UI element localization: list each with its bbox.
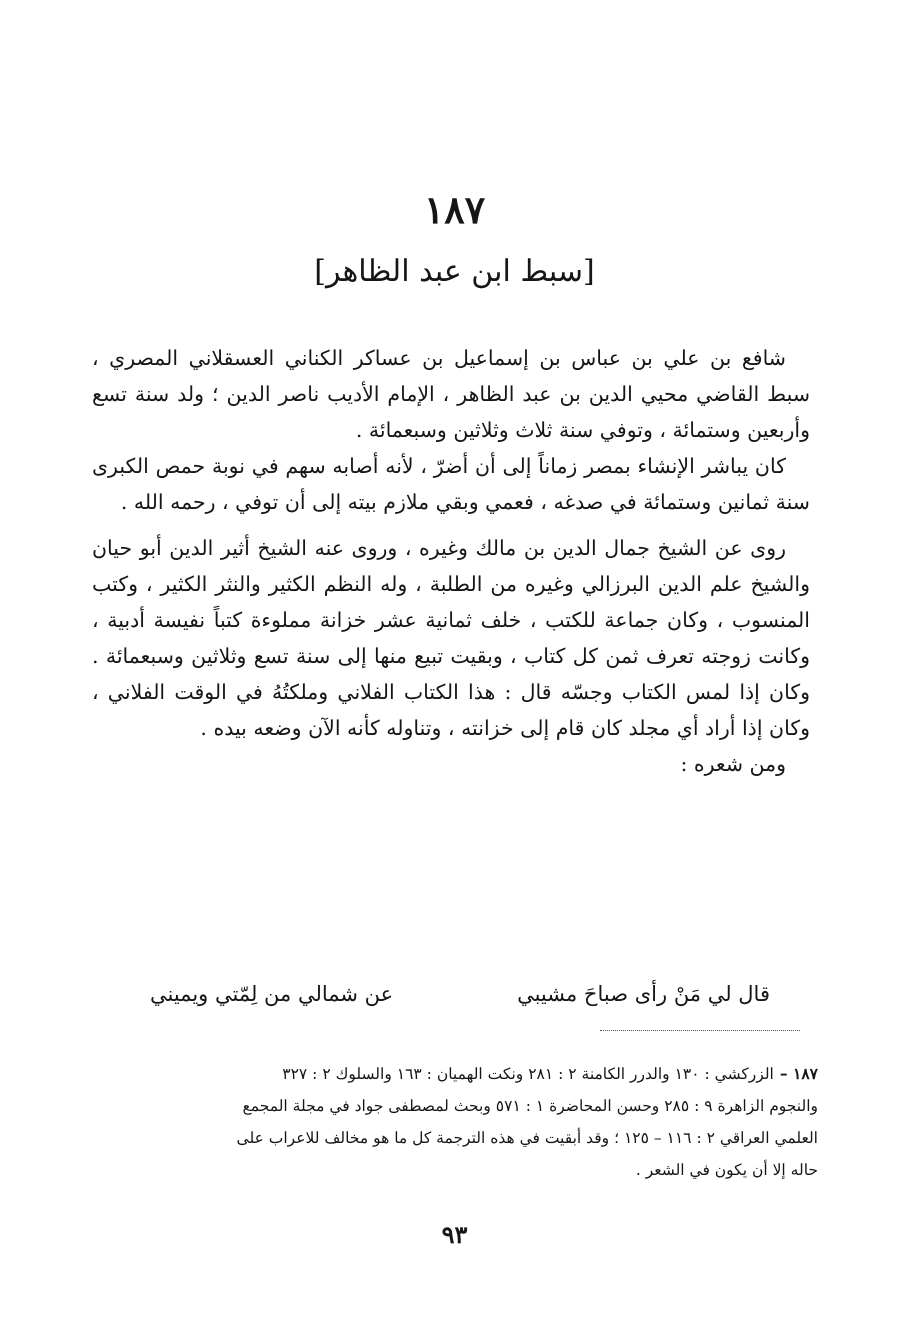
footnote-number: ١٨٧ – — [779, 1064, 818, 1083]
paragraph-blindness: كان يباشر الإنشاء بمصر زماناً إلى أن أضرّ ، لأنه أصابه سهم في نوبة حمص الكبرى سنة ثمانين وستمائة في صدغه ، فعمي وبقي ملازم بيته إلى أن توفي ، رحمه الله . — [92, 454, 810, 514]
entry-number: ١٨٧ — [423, 187, 486, 232]
biography-text — [92, 340, 810, 782]
verse-second-hemistich: عن شمالي من لِمّتي ويميني — [150, 982, 394, 1006]
footnote-line: العلمي العراقي ٢ : ١١٦ – ١٢٥ ؛ وقد أبقيت في هذه الترجمة كل ما هو مخالف للاعراب على — [236, 1129, 818, 1147]
entry-title: [سبط ابن عبد الظاهر] — [314, 254, 595, 289]
footnote-line — [118, 1058, 818, 1090]
footnotes — [118, 1058, 818, 1186]
footnote-line: والنجوم الزاهرة ٩ : ٢٨٥ وحسن المحاضرة ١ : ٥٧١ وبحث لمصطفى جواد في مجلة المجمع — [242, 1097, 818, 1115]
paragraph-birth-death: شافع بن علي بن عباس بن إسماعيل بن عساكر الكناني العسقلاني المصري ، سبط القاضي محيي الدين بن عبد الظاهر ، الإمام الأديب ناصر الدين ؛ ولد سنة تسع وأربعين وستمائة ، وتوفي سنة ثلاث وثلاثين وسبعمائة . — [92, 346, 810, 442]
page-number: ٩٣ — [441, 1220, 468, 1249]
footnote-separator — [600, 1030, 800, 1031]
footnote-text: الزركشي : ١٣٠ والدرر الكامنة ٢ : ٢٨١ ونكت الهميان : ١٦٣ والسلوك ٢ : ٣٢٧ — [282, 1065, 774, 1083]
verse-first-hemistich: قال لي مَنْ رأى صباحَ مشيبي — [517, 982, 770, 1006]
poem-verse — [150, 974, 770, 1014]
paragraph-scholarship: روى عن الشيخ جمال الدين بن مالك وغيره ، وروى عنه الشيخ أثير الدين أبو حيان والشيخ علم الدين البرزالي وغيره من الطلبة ، وله النظم الكثير والنثر الكثير ، وكتب المنسوب ، وكان جماعة للكتب ، خلف ثمانية عشر خزانة مملوءة كتباً نفيسة أدبية ، وكانت زوجته تعرف ثمن كل كتاب ، وبقيت تبيع منها إلى سنة تسع وثلاثين وسبعمائة . وكان إذا لمس الكتاب وجسّه قال : هذا الكتاب الفلاني وملكتُهُ في الوقت الفلاني ، وكان إذا أراد أي مجلد كان قام إلى خزانته ، وتناوله كأنه الآن وضعه بيده . — [92, 536, 810, 740]
poem-intro: ومن شعره : — [680, 752, 786, 776]
footnote-line: حاله إلا أن يكون في الشعر . — [635, 1161, 818, 1179]
